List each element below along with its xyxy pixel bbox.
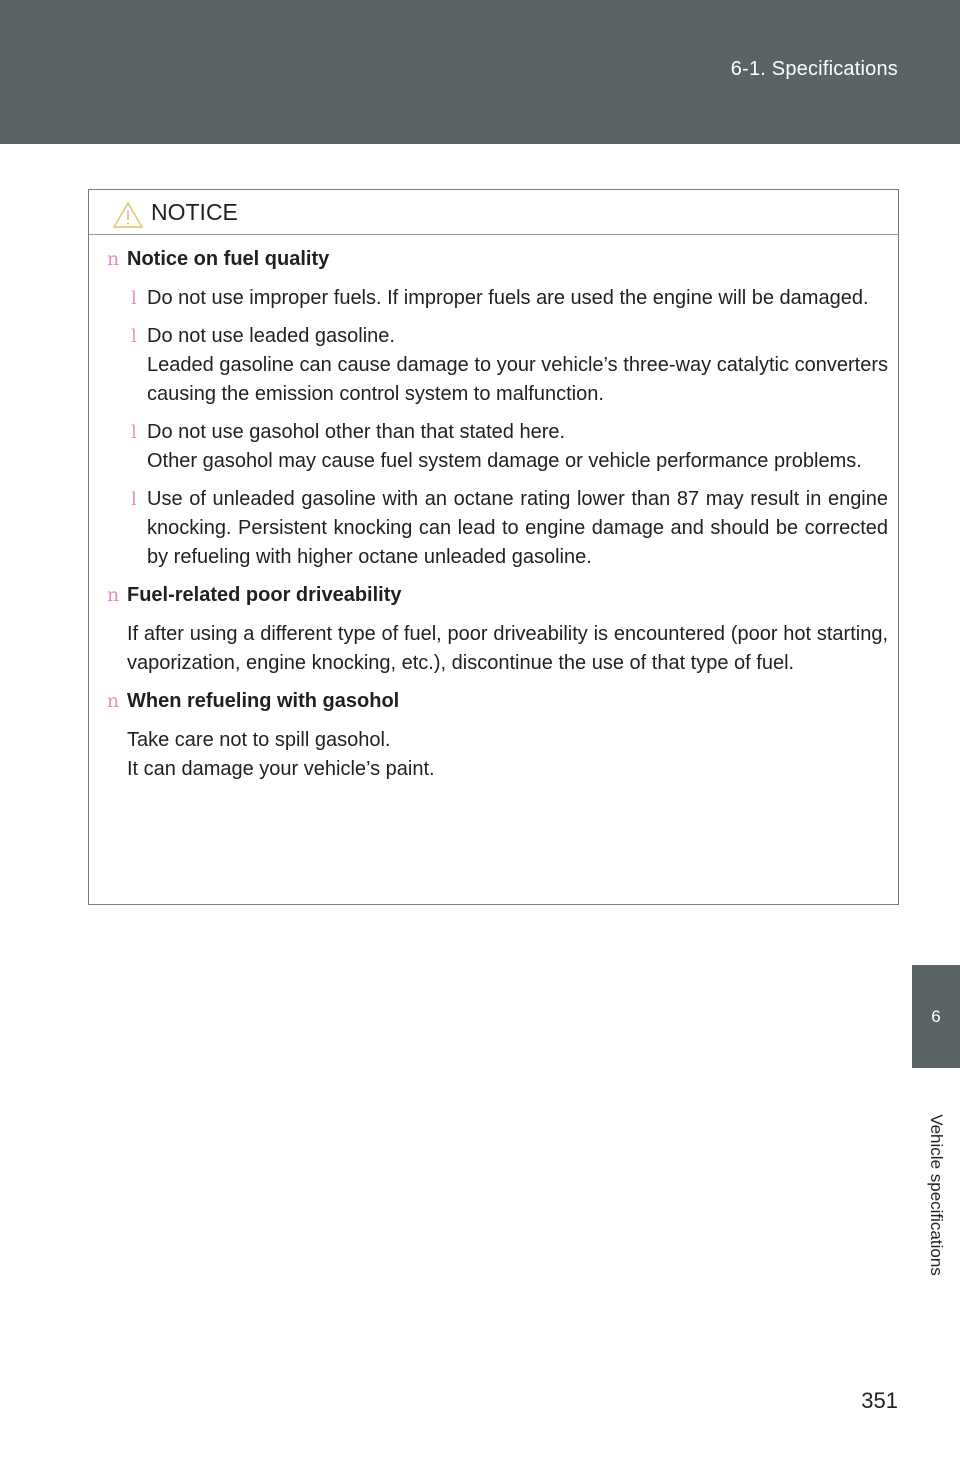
item-bullet: l: [131, 422, 137, 443]
section-bullet: n: [107, 248, 120, 270]
item-text: Do not use improper fuels. If improper fuels are used the engine will be damaged.: [147, 287, 869, 309]
list-item: [127, 418, 888, 476]
item-bullet: l: [131, 326, 137, 347]
section-paragraph: [127, 726, 888, 784]
notice-body: [89, 235, 898, 784]
chapter-label: [916, 1090, 956, 1300]
paragraph-text: It can damage your vehicle’s paint.: [127, 758, 435, 780]
section-heading: Notice on fuel quality: [127, 248, 330, 270]
paragraph-text: If after using a different type of fuel, poor driveability is encountered (poor hot starting, vaporization, engine knocking, etc.), discontinue the use of that type of fuel.: [127, 623, 888, 674]
chapter-tab[interactable]: [912, 965, 960, 1068]
chapter-number: 6: [931, 1006, 941, 1026]
section-paragraph: [127, 620, 888, 678]
item-text: Use of unleaded gasoline with an octane rating lower than 87 may result in engine knocking. Persistent knocking can lead to engine damage and should be corrected by refueling with higher octane unleaded gasoline.: [147, 488, 888, 568]
notice-box: [88, 189, 899, 905]
item-text: Do not use leaded gasoline.: [147, 325, 395, 347]
page-number: 351: [861, 1388, 898, 1413]
item-bullet: l: [131, 288, 137, 309]
notice-section: [99, 687, 888, 784]
header-bar: [0, 0, 960, 144]
section-bullet: n: [107, 584, 120, 606]
section-bullet: n: [107, 690, 120, 712]
list-item: [127, 322, 888, 409]
chapter-label-text: Vehicle specifications: [927, 1114, 946, 1276]
item-text: Do not use gasohol other than that stated here.: [147, 421, 566, 443]
item-text: Leaded gasoline can cause damage to your vehicle’s three-way catalytic converters causing the emission control system to malfunction.: [147, 354, 888, 405]
paragraph-text: Take care not to spill gasohol.: [127, 729, 391, 751]
list-item: [127, 284, 888, 313]
section-heading: When refueling with gasohol: [127, 690, 400, 712]
notice-section: [99, 581, 888, 678]
notice-header: [89, 190, 898, 235]
notice-title: NOTICE: [151, 199, 238, 225]
warning-triangle-icon: [113, 202, 143, 228]
notice-section: [99, 245, 888, 572]
item-text: Other gasohol may cause fuel system damage or vehicle performance problems.: [147, 450, 862, 472]
section-heading: Fuel-related poor driveability: [127, 584, 402, 606]
item-bullet: l: [131, 489, 137, 510]
list-item: [127, 485, 888, 572]
section-title: 6-1. Specifications: [730, 58, 898, 80]
